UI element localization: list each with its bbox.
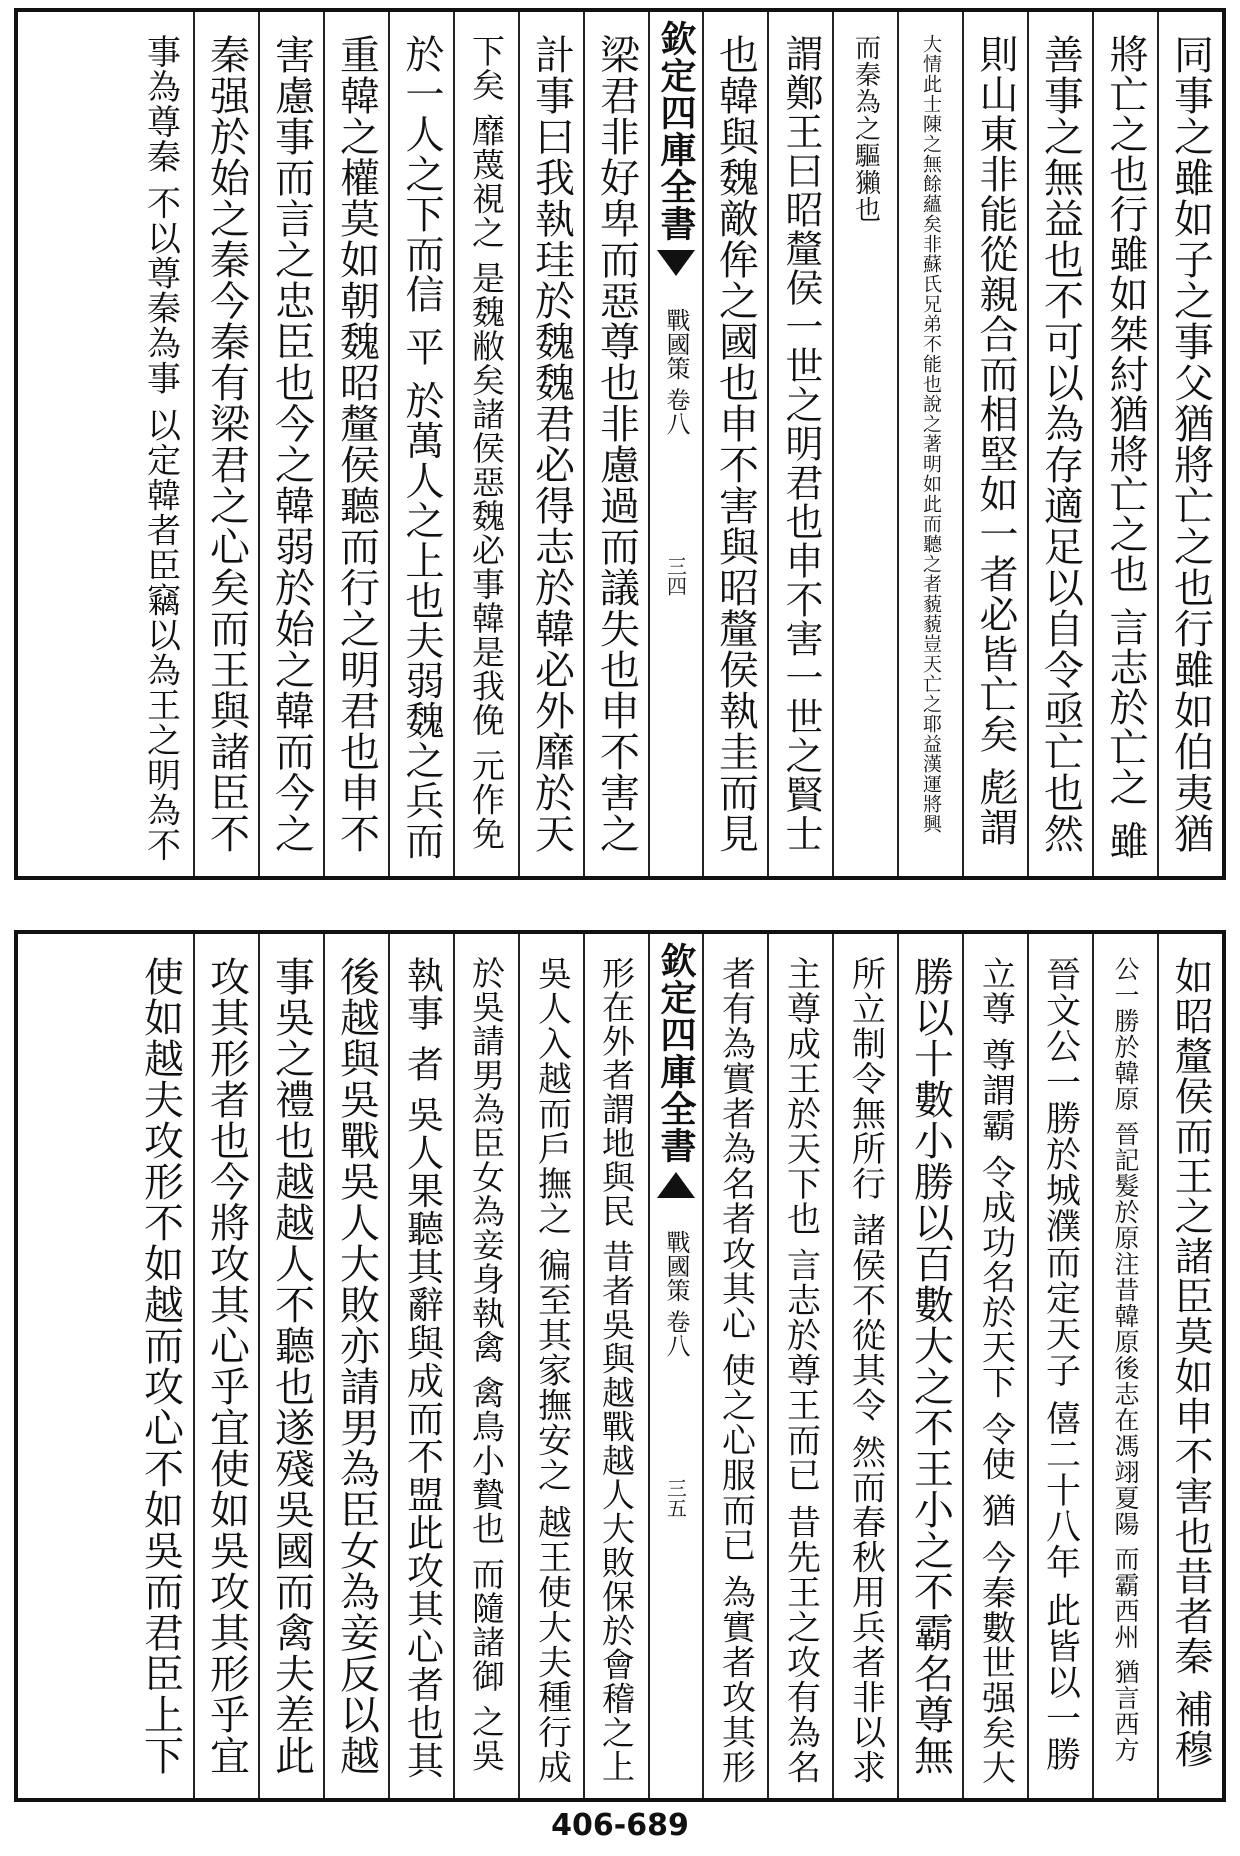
text-column [128,934,193,1798]
column-text: 所立制令無所行 諸侯不從其令 然而春秋用兵者非以求 [845,956,886,1785]
column-text: 謂鄭王曰昭釐侯一世之明君也申不害一世之賢士 [779,34,823,853]
column-text: 則山東非能從親合而相堅如一者必皆亡矣 彪謂 [973,34,1018,848]
text-column [702,12,767,876]
column-text: 於一人之下而信 平 於萬人之上也夫弱魏之兵而 [399,34,444,861]
column-text: 事吳之禮也越越人不聽也遂殘吳國而禽夫差此 [268,956,315,1776]
column-text: 將亡之也行雖如桀紂猶將亡之也 言志於亡之 雖 [1103,34,1148,861]
text-column [962,934,1027,1798]
column-text: 下矣 靡蔑視之 是魏敝矣諸侯惡魏必事韓是我俛 元作免 [467,34,506,851]
column-text: 使如越夫攻形不如越而攻心不如吳而君臣上下 [137,956,184,1776]
page-number: 406-689 [551,1808,689,1843]
section-title: 戰國策 卷八 [662,1230,690,1358]
text-column [193,12,258,876]
text-column [388,934,453,1798]
column-text: 後越與吳戰吳人大敗亦請男為臣女為妾反以越 [333,956,380,1776]
fish-tail-mark-icon [657,1172,695,1202]
column-text: 立尊 尊謂霸 令成功名於天下 令使 猶 今秦數世强矣大 [975,956,1016,1786]
text-column [453,12,518,876]
column-text: 晉文公一勝於城濮而定天子 僖二十八年 此皆以一勝 [1040,956,1081,1773]
text-column [962,12,1027,876]
library-title: 欽定四庫全書 [655,942,697,1164]
column-text: 形在外者謂地與民 昔者吳與越戰越人大敗保於會稽之上 [597,956,636,1784]
text-column [258,12,323,876]
column-text: 秦强於始之秦今秦有梁君之心矣而王與諸臣不 [203,34,250,854]
text-column [1157,934,1222,1798]
text-column [583,934,648,1798]
text-column [1092,12,1157,876]
text-column [1157,12,1222,876]
column-text: 害慮事而言之忠臣也今之韓弱於始之韓而今之 [268,34,315,854]
text-column [583,12,648,876]
text-column [193,934,258,1798]
text-column [897,934,962,1798]
text-column [1027,934,1092,1798]
column-text: 而秦為之驅獺也 [850,34,881,223]
text-column [323,934,388,1798]
folio-number: 三四 [663,555,688,596]
column-text: 重韓之權莫如朝魏昭釐侯聽而行之明君也申不 [333,34,380,854]
column-text: 攻其形者也今將攻其心乎宜使如吳攻其形乎宜 [203,956,250,1776]
column-text: 同事之雖如子之事父猶將亡之也行雖如伯夷猶 [1167,34,1214,854]
column-text: 勝以十數小勝以百數大之不王小之不霸名尊無 [907,956,954,1776]
column-text: 公一勝於韓原 晉記髮於原注昔韓原後志在馮翊夏陽 而霸西州 猶言西方 [1111,956,1140,1763]
text-column [453,934,518,1798]
center-fold [648,934,702,1798]
column-text: 善事之無益也不可以為存適足以自令亟亡也然 [1037,34,1084,854]
column-text: 吳人入越而戶撫之 徧至其家撫安之 越王使大夫種行成 [531,956,572,1785]
text-column [258,934,323,1798]
folio-number: 三五 [663,1477,688,1518]
text-column [518,934,583,1798]
text-column [1092,934,1157,1798]
text-column [128,12,193,876]
bottom-page [14,930,1226,1802]
column-text: 執事 者 吳人果聽其辭與成而不盟此攻其心者也其 [400,956,444,1780]
column-text: 主尊成王於天下也 言志於尊王而已 昔先王之攻有為名 [780,956,821,1785]
text-column [388,12,453,876]
column-text: 梁君非好卑而惡尊也非慮過而議失也申不害之 [593,34,640,854]
annotation-column [832,12,897,876]
text-column [518,12,583,876]
column-text: 也韓與魏敵侔之國也申不害與昭釐侯執圭而見 [712,34,759,854]
text-column [767,12,832,876]
column-text: 者有為實者為名者攻其心 使之心服而已 為實者攻其形 [715,956,756,1785]
annotation-column [897,12,962,876]
text-column [767,934,832,1798]
column-text: 大情此士陳之無餘蘊矣非蘇氏兄弟不能也說之著明如此而聽之者藐藐豈天亡之耶益漢運將興 [920,34,942,834]
text-column [832,934,897,1798]
column-text: 事為尊秦 不以尊秦為事 以定韓者臣竊以為王之明為不 [140,34,181,863]
text-column [702,934,767,1798]
column-text: 於吳請男為臣女為妾身執禽 禽鳥小贄也 而隨諸御 之吳 [467,956,506,1773]
column-text: 計事曰我執珪於魏魏君必得志於韓必外靡於天 [528,34,575,854]
text-column [323,12,388,876]
fish-tail-mark-icon [657,250,695,280]
library-title: 欽定四庫全書 [655,20,697,242]
column-text: 如昭釐侯而王之諸臣莫如申不害也昔者秦 補穆 [1168,956,1213,1770]
text-column [1027,12,1092,876]
center-fold [648,12,702,876]
section-title: 戰國策 卷八 [662,308,690,436]
top-page [14,8,1226,880]
